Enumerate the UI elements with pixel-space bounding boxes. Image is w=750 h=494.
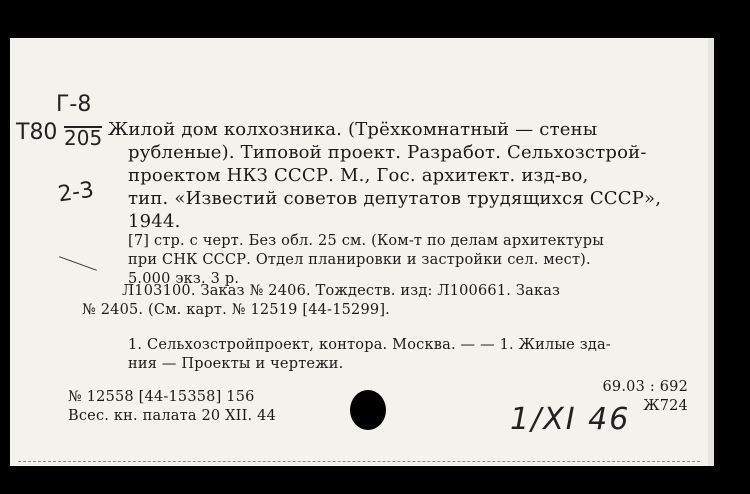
classification-number: 69.03 : 692 bbox=[602, 379, 688, 395]
handwritten-fraction: 205 bbox=[64, 126, 103, 150]
order-line-1: Л103100. Заказ № 2406. Тождеств. изд: Л100661. Заказ bbox=[122, 283, 561, 299]
handwritten-signature: 1/XI 46 bbox=[510, 402, 631, 437]
title-line-3: проектом НКЗ СССР. М., Гос. архитект. изд-во, bbox=[128, 165, 589, 186]
record-number: № 12558 [44-15358] 156 bbox=[68, 389, 255, 405]
book-chamber: Всес. кн. палата 20 XII. 44 bbox=[68, 408, 276, 424]
punch-hole bbox=[350, 390, 386, 430]
order-line-2: № 2405. (См. карт. № 12519 [44-15299]. bbox=[82, 302, 390, 318]
handwritten-shelf-top: Г-8 bbox=[56, 92, 92, 117]
order-note bbox=[68, 282, 560, 320]
collation bbox=[128, 232, 604, 289]
title-line-2: рубленые). Типовой проект. Разработ. Сельхозстрой- bbox=[128, 142, 647, 163]
subject-line-1: 1. Сельхозстройпроект, контора. Москва. — — 1. Жилые зда- bbox=[128, 337, 611, 353]
collation-line-3: 5.000 экз. 3 р. bbox=[128, 271, 240, 287]
subject-headings bbox=[128, 336, 611, 374]
handwritten-shelf-mark: Т80 bbox=[16, 120, 58, 145]
subject-line-2: ния — Проекты и чертежи. bbox=[128, 356, 344, 372]
author-mark: Ж724 bbox=[643, 398, 688, 414]
collation-line-1: [7] стр. с черт. Без обл. 25 см. (Ком-т по делам архитектуры bbox=[128, 233, 605, 249]
collation-line-2: при СНК СССР. Отдел планировки и застройки сел. мест). bbox=[128, 252, 591, 268]
title-line-5: 1944. bbox=[128, 211, 181, 232]
title-line-1: Жилой дом колхозника. (Трёхкомнатный — стены bbox=[108, 119, 598, 140]
card-edge-rule bbox=[18, 461, 700, 462]
pencil-mark bbox=[59, 256, 97, 271]
catalog-card bbox=[10, 38, 714, 466]
handwritten-side-note: 2-3 bbox=[56, 177, 96, 208]
footer-left bbox=[68, 388, 276, 426]
title-entry bbox=[108, 118, 661, 233]
title-line-4: тип. «Известий советов депутатов трудящихся СССР», bbox=[128, 188, 662, 209]
